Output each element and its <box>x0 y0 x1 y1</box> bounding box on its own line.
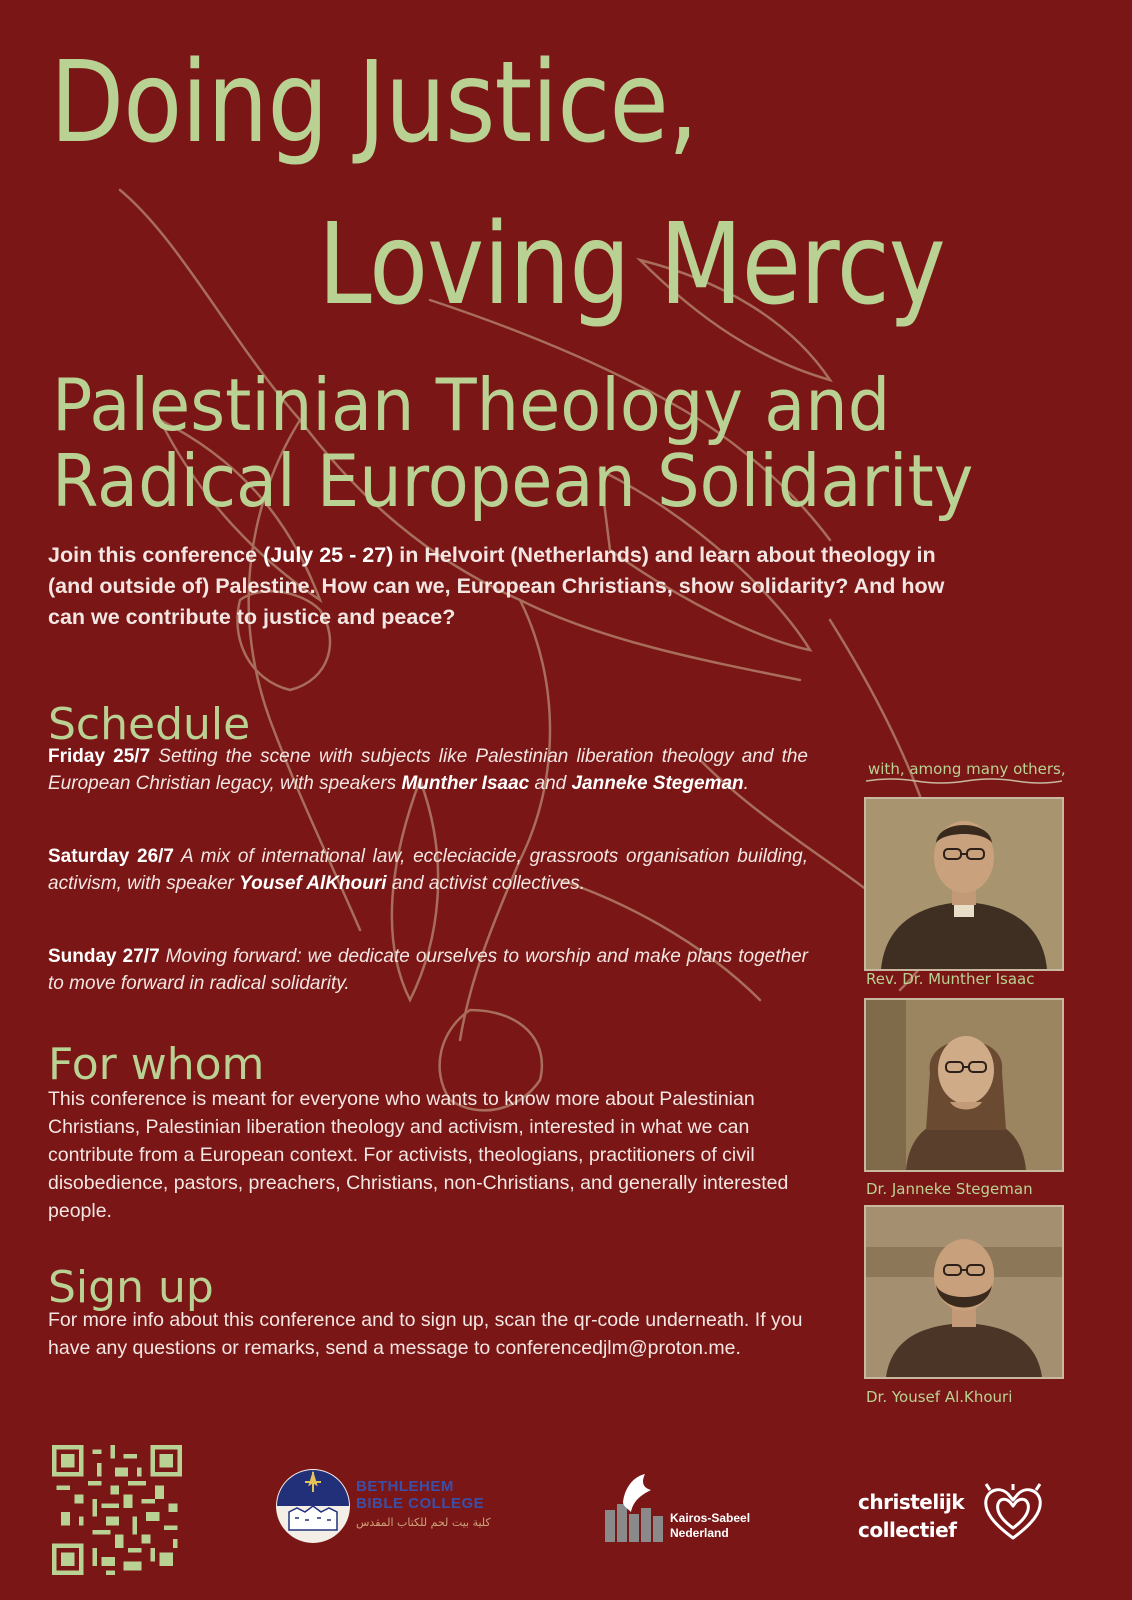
saturday-text: A mix of international law, eccleciacide, grassroots organisation building, activism, with speaker <box>48 846 808 894</box>
speaker-photo-yousef-alkhouri <box>864 1205 1064 1379</box>
ks-name-line-2: Nederland <box>670 1526 729 1540</box>
friday-day: Friday 25/7 <box>48 746 151 767</box>
cc-name-line-2: collectief <box>858 1518 957 1542</box>
bethlehem-bible-college-logo <box>275 1468 351 1544</box>
speaker-caption-2: Dr. Janneke Stegeman <box>866 1180 1033 1198</box>
sunday-day: Sunday 27/7 <box>48 946 160 967</box>
for-whom-heading: For whom <box>48 1039 265 1090</box>
sign-up-text: For more info about this conference and to sign up, scan the qr-code underneath. If you have any questions or remarks, send a message to conferencedjlm@proton.me. <box>48 1309 803 1359</box>
friday-speaker-2: Janneke Stegeman <box>571 773 744 794</box>
intro-text-end: in Helvoirt (Netherlands) and learn about theology in (and outside of) Palestine. How can we, European Christians, show solidarity? And how can we contribute to justice and peace? <box>48 543 945 629</box>
title-line-1: Doing Justice, <box>50 38 698 168</box>
speaker-caption-3: Dr. Yousef Al.Khouri <box>866 1388 1013 1406</box>
saturday-end: and activist collectives. <box>386 873 586 894</box>
speaker-photo-munther-isaac <box>864 797 1064 971</box>
friday-text: Setting the scene with subjects like Palestinian liberation theology and the European Christian legacy, with speakers <box>48 746 808 794</box>
bbc-name-line-2: BIBLE COLLEGE <box>356 1495 485 1512</box>
saturday-speaker: Yousef AlKhouri <box>239 873 387 894</box>
bbc-name-line-1: BETHLEHEM <box>356 1478 454 1495</box>
schedule-friday <box>48 743 808 797</box>
subtitle-line-1: Palestinian Theology and <box>52 363 891 447</box>
friday-speaker-1: Munther Isaac <box>401 773 530 794</box>
speakers-intro: with, among many others, <box>868 760 1066 778</box>
title-line-2: Loving Mercy <box>318 200 945 330</box>
sunday-text: Moving forward: we dedicate ourselves to worship and make plans together to move forward in radical solidarity. <box>48 946 808 994</box>
intro-paragraph <box>48 540 948 633</box>
bbc-name <box>356 1478 484 1512</box>
christelijk-collectief-name <box>858 1488 964 1544</box>
heart-icon <box>980 1482 1046 1542</box>
cc-name-line-1: christelijk <box>858 1490 965 1514</box>
schedule-heading: Schedule <box>48 699 251 750</box>
bbc-arabic-name: كلية بيت لحم للكتاب المقدس <box>356 1516 491 1529</box>
intro-text-start: Join this conference <box>48 543 264 567</box>
saturday-day: Saturday 26/7 <box>48 846 174 867</box>
friday-end: . <box>743 773 749 794</box>
kairos-sabeel-name <box>670 1511 750 1541</box>
friday-joiner: and <box>529 773 572 794</box>
speaker-photo-janneke-stegeman <box>864 998 1064 1172</box>
intro-dates: (July 25 - 27) <box>263 543 394 567</box>
squiggle-divider <box>866 777 1062 785</box>
qr-code[interactable] <box>52 1445 182 1575</box>
schedule-saturday <box>48 843 808 897</box>
ks-name-line-1: Kairos-Sabeel <box>670 1511 751 1525</box>
sign-up-heading: Sign up <box>48 1262 214 1313</box>
schedule-sunday <box>48 943 808 997</box>
kairos-sabeel-logo <box>605 1472 673 1542</box>
speaker-caption-1: Rev. Dr. Munther Isaac <box>866 970 1035 988</box>
subtitle-line-2: Radical European Solidarity <box>52 439 974 523</box>
for-whom-text: This conference is meant for everyone who wants to know more about Palestinian Christians, Palestinian liberation theology and activism, interested in what we can contribute from a European context. For activists, theologians, practitioners of civil disobedience, pastors, preachers, Christians, non-Christians, and generally interested people. <box>48 1088 789 1222</box>
